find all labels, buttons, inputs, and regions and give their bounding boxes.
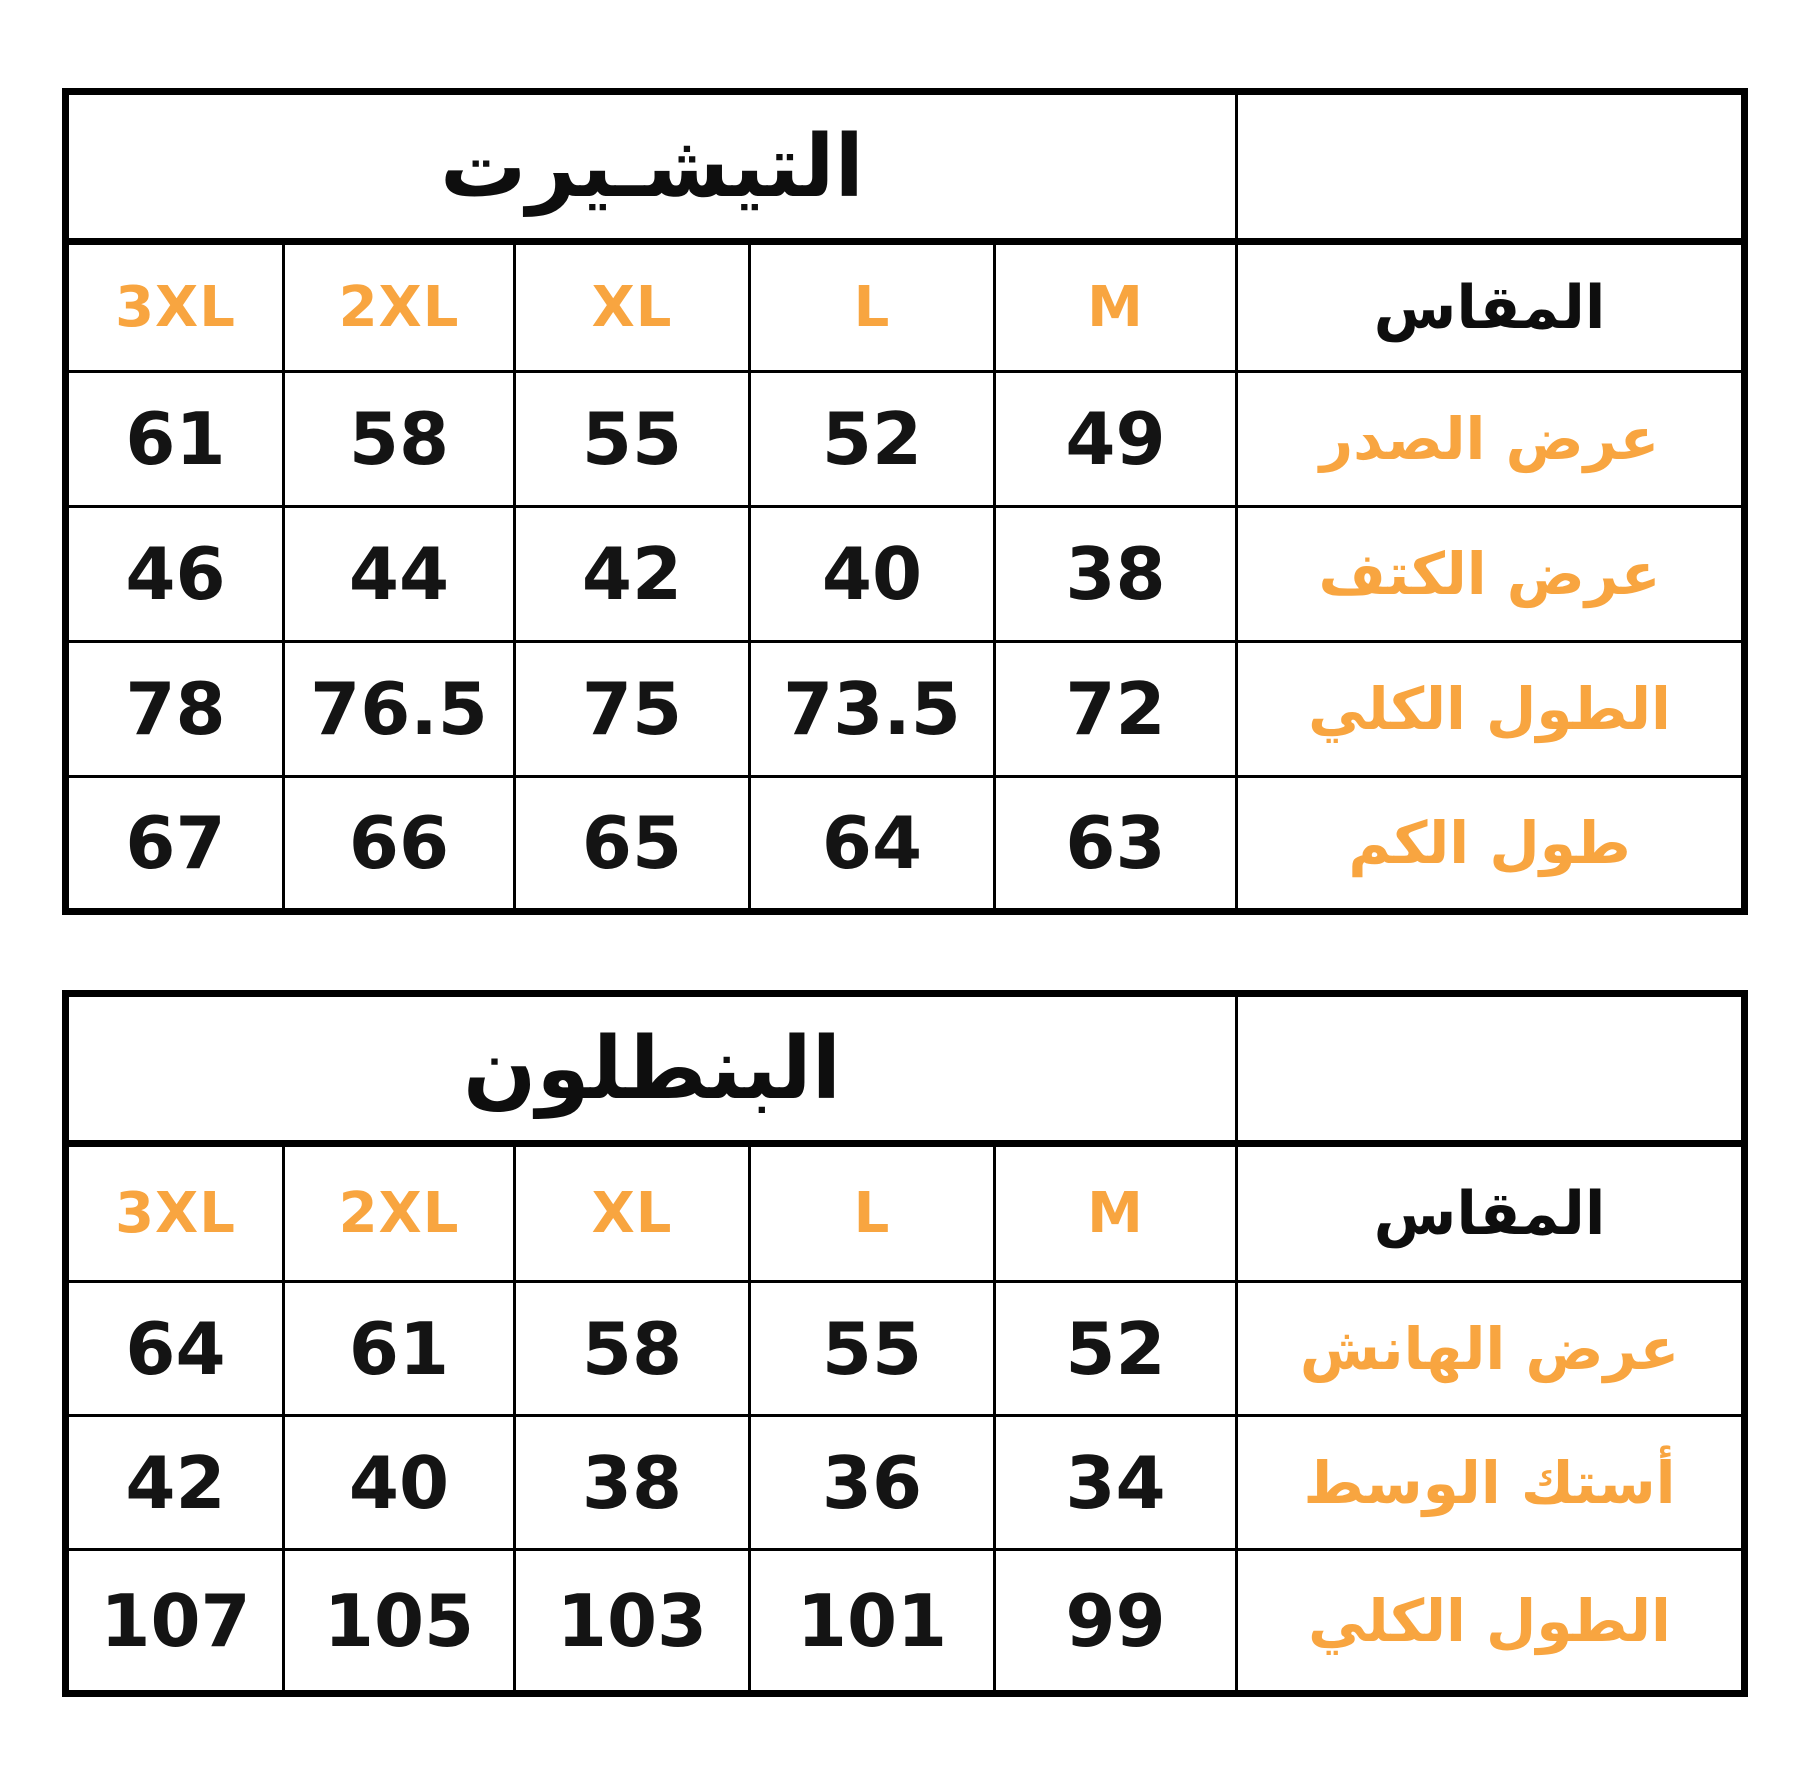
- value-cell: 63: [995, 777, 1237, 912]
- value-cell: 38: [995, 507, 1237, 642]
- value-cell: 40: [284, 1416, 515, 1550]
- value-cell: 64: [750, 777, 995, 912]
- table-row: [66, 1282, 1745, 1416]
- value-cell: 58: [284, 372, 515, 507]
- size-header-3xl: 3XL: [66, 242, 284, 372]
- size-header-l: L: [750, 242, 995, 372]
- size-header-2xl: 2XL: [284, 242, 515, 372]
- table-row: [66, 92, 1745, 242]
- size-header-m: M: [995, 1144, 1237, 1282]
- value-cell: 61: [66, 372, 284, 507]
- table-row: [66, 1144, 1745, 1282]
- value-cell: 58: [515, 1282, 750, 1416]
- title-empty-cell: [1237, 994, 1745, 1144]
- table-row: [66, 507, 1745, 642]
- value-cell: 107: [66, 1550, 284, 1694]
- measurement-label-chest-width: عرض الصدر: [1237, 372, 1745, 507]
- size-header-2xl: 2XL: [284, 1144, 515, 1282]
- value-cell: 61: [284, 1282, 515, 1416]
- value-cell: 42: [66, 1416, 284, 1550]
- value-cell: 55: [750, 1282, 995, 1416]
- measure-header: المقاس: [1237, 242, 1745, 372]
- value-cell: 101: [750, 1550, 995, 1694]
- value-cell: 34: [995, 1416, 1237, 1550]
- table-row: [66, 777, 1745, 912]
- value-cell: 55: [515, 372, 750, 507]
- size-header-xl: XL: [515, 242, 750, 372]
- measurement-label-total-length: الطول الكلي: [1237, 1550, 1745, 1694]
- value-cell: 67: [66, 777, 284, 912]
- value-cell: 75: [515, 642, 750, 777]
- table-row: [66, 994, 1745, 1144]
- value-cell: 44: [284, 507, 515, 642]
- table-row: [66, 642, 1745, 777]
- size-header-l: L: [750, 1144, 995, 1282]
- pants-size-table: [62, 990, 1748, 1697]
- tshirt-size-table: [62, 88, 1748, 915]
- value-cell: 99: [995, 1550, 1237, 1694]
- table-row: [66, 372, 1745, 507]
- value-cell: 65: [515, 777, 750, 912]
- size-header-m: M: [995, 242, 1237, 372]
- value-cell: 72: [995, 642, 1237, 777]
- pants-table-title: البنطلون: [66, 994, 1237, 1144]
- table-row: [66, 1550, 1745, 1694]
- value-cell: 49: [995, 372, 1237, 507]
- value-cell: 42: [515, 507, 750, 642]
- value-cell: 38: [515, 1416, 750, 1550]
- value-cell: 52: [995, 1282, 1237, 1416]
- value-cell: 73.5: [750, 642, 995, 777]
- tshirt-table-title: التيشـيرت: [66, 92, 1237, 242]
- measurement-label-sleeve-length: طول الكم: [1237, 777, 1745, 912]
- value-cell: 64: [66, 1282, 284, 1416]
- table-row: [66, 242, 1745, 372]
- size-header-xl: XL: [515, 1144, 750, 1282]
- table-row: [66, 1416, 1745, 1550]
- value-cell: 105: [284, 1550, 515, 1694]
- measurement-label-total-length: الطول الكلي: [1237, 642, 1745, 777]
- size-header-3xl: 3XL: [66, 1144, 284, 1282]
- measure-header: المقاس: [1237, 1144, 1745, 1282]
- value-cell: 52: [750, 372, 995, 507]
- measurement-label-shoulder-width: عرض الكتف: [1237, 507, 1745, 642]
- value-cell: 40: [750, 507, 995, 642]
- measurement-label-waist-elastic: أستك الوسط: [1237, 1416, 1745, 1550]
- measurement-label-hip-width: عرض الهانش: [1237, 1282, 1745, 1416]
- value-cell: 76.5: [284, 642, 515, 777]
- value-cell: 46: [66, 507, 284, 642]
- value-cell: 66: [284, 777, 515, 912]
- title-empty-cell: [1237, 92, 1745, 242]
- value-cell: 78: [66, 642, 284, 777]
- value-cell: 103: [515, 1550, 750, 1694]
- value-cell: 36: [750, 1416, 995, 1550]
